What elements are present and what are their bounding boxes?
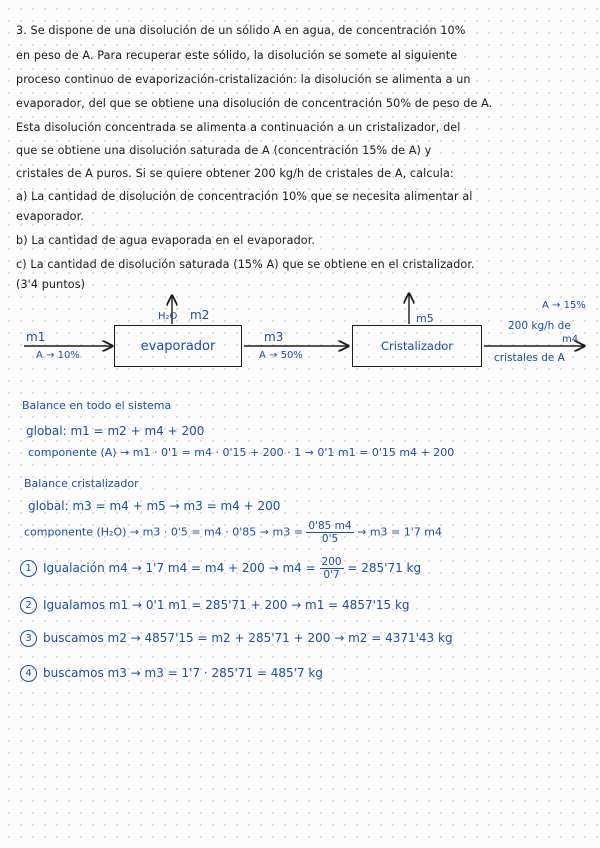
fraction-numerator: 0'85 m4	[308, 520, 352, 532]
crystals-rate: 200 kg/h de	[508, 320, 571, 332]
step-3-text: buscamos m2 → 4857'15 = m2 + 285'71 + 200 → m2 = 4371'43 kg	[43, 631, 453, 645]
problem-line: evaporador.	[16, 210, 84, 223]
step-3	[20, 630, 453, 647]
step-4-text: buscamos m3 → m3 = 1'7 · 285'71 = 485'7 kg	[43, 666, 323, 680]
component-balance-result: → m3 = 1'7 m4	[357, 525, 442, 539]
problem-line: c) La cantidad de disolución saturada (15% A) que se obtiene en el cristalizador.	[16, 258, 475, 271]
step-1	[20, 556, 421, 581]
problem-line: a) La cantidad de disolución de concentración 10% que se necesita alimentar al	[16, 190, 473, 203]
problem-line: (3'4 puntos)	[16, 278, 86, 291]
problem-line: evaporador, del que se obtiene una disolución de concentración 50% de peso de A.	[16, 97, 493, 110]
m5-label: m5	[416, 312, 434, 325]
step-1-lhs: Igualación m4 → 1'7 m4 = m4 + 200 → m4 =	[43, 561, 316, 575]
problem-line: b) La cantidad de agua evaporada en el evaporador.	[16, 234, 316, 247]
heading-crystallizer-balance: Balance cristalizador	[24, 477, 139, 490]
cristalizador-label: Cristalizador	[380, 339, 454, 353]
problem-line: cristales de A puros. Si se quiere obtener 200 kg/h de cristales de A, calcula:	[16, 167, 454, 180]
step-2	[20, 597, 410, 614]
m1-composition: A → 10%	[36, 350, 80, 361]
cristalizador-box	[352, 325, 482, 367]
fraction-numerator: 200	[321, 556, 342, 568]
step-1-result: = 285'71 kg	[347, 561, 422, 575]
component-balance-lhs: componente (H₂O) → m3 · 0'5 = m4 · 0'85 → m3 =	[24, 525, 303, 539]
component-balance-crystallizer	[24, 520, 442, 545]
evaporador-box	[114, 325, 242, 367]
step-number-badge: 2	[20, 597, 37, 614]
step-4	[20, 665, 323, 682]
step-number-badge: 4	[20, 665, 37, 682]
global-balance-system: global: m1 = m2 + m4 + 200	[26, 424, 205, 438]
fraction	[320, 556, 344, 581]
fraction	[306, 520, 353, 545]
step-2-text: Igualamos m1 → 0'1 m1 = 285'71 + 200 → m1 = 4857'15 kg	[43, 598, 410, 612]
component-balance-system: componente (A) → m1 · 0'1 = m4 · 0'15 + 200 · 1 → 0'1 m1 = 0'15 m4 + 200	[28, 446, 455, 459]
m3-composition: A → 50%	[259, 350, 303, 361]
problem-line: proceso continuo de evaporización-cristalización: la disolución se alimenta a un	[16, 73, 471, 86]
crystals-label: cristales de A	[494, 352, 565, 364]
heading-system-balance: Balance en todo el sistema	[22, 399, 172, 412]
saturated-composition: A → 15%	[542, 300, 586, 311]
problem-line: 3. Se dispone de una disolución de un sólido A en agua, de concentración 10%	[16, 24, 466, 37]
problem-line: en peso de A. Para recuperar este sólido, la disolución se somete al siguiente	[16, 49, 458, 62]
fraction-denominator: 0'5	[321, 533, 339, 545]
global-balance-crystallizer: global: m3 = m4 + m5 → m3 = m4 + 200	[28, 499, 281, 513]
flow-arrows	[0, 0, 600, 400]
problem-line: Esta disolución concentrada se alimenta a continuación a un cristalizador, del	[16, 121, 461, 134]
h2o-label: H₂O	[158, 311, 178, 322]
fraction-denominator: 0'7	[323, 569, 340, 581]
step-number-badge: 3	[20, 630, 37, 647]
m3-label: m3	[264, 330, 284, 344]
problem-line: que se obtiene una disolución saturada de A (concentración 15% de A) y	[16, 144, 432, 157]
m1-label: m1	[26, 330, 46, 344]
evaporador-label: evaporador	[140, 338, 216, 354]
m2-label: m2	[190, 308, 210, 322]
m4-label: m4	[562, 334, 579, 345]
step-number-badge: 1	[20, 560, 37, 577]
